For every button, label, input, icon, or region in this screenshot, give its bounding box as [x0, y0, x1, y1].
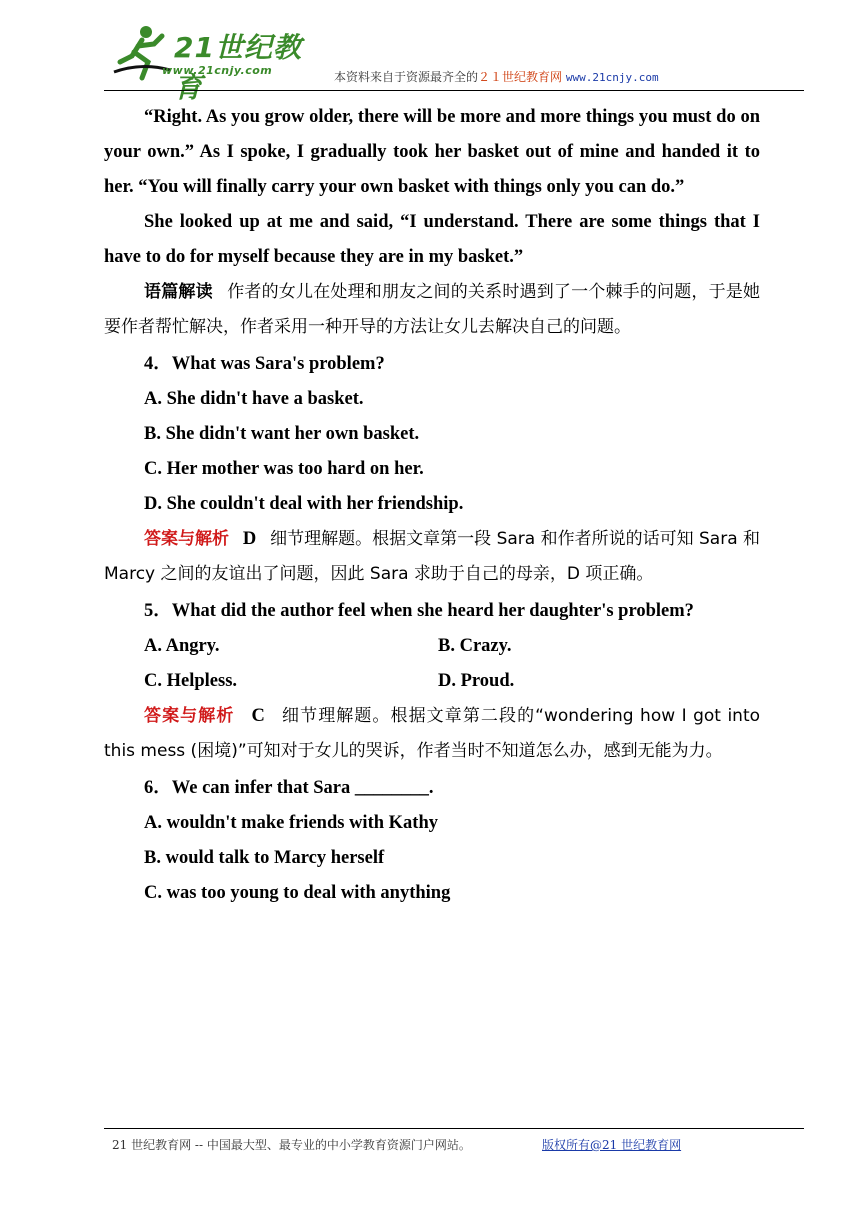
analysis-text: 作者的女儿在处理和朋友之间的关系时遇到了一个棘手的问题，于是她要作者帮忙解决，作者采用一种开导的方法让女儿去解决自己的问题。 [104, 282, 761, 337]
header-note-prefix: 本资料来自于资源最齐全的 [334, 70, 479, 84]
question-4-stem: 4．What was Sara's problem? [144, 354, 385, 374]
document-body [104, 100, 760, 911]
passage-paragraph: “Right. As you grow older, there will be more and more things you must do on your own.” As I spoke, I gradually took her basket out of mine and handed it to her. “You will finally carry your own basket with things only you can do.” [104, 107, 760, 197]
question-5-option-a: A. Angry. [144, 636, 220, 656]
header-divider [104, 90, 804, 91]
answer-letter: C [251, 706, 265, 726]
footer-divider [104, 1128, 804, 1129]
question-4-option-b: B. She didn't want her own basket. [144, 424, 420, 444]
question-5-answer [104, 699, 760, 769]
page-header [0, 0, 860, 104]
question-5-options-row [104, 664, 760, 699]
question-5-option-b: B. Crazy. [438, 636, 512, 656]
answer-label: 答案与解析 [144, 706, 235, 726]
header-note-brand[interactable]: ２１世纪教育网 [478, 70, 563, 84]
question-6-option-a: A. wouldn't make friends with Kathy [144, 813, 438, 833]
answer-explanation: 细节理解题。根据文章第一段 Sara 和作者所说的话可知 Sara 和 Marcy 之间的友谊出了问题，因此 Sara 求助于自己的母亲，D 项正确。 [104, 529, 761, 584]
question-4-answer [104, 522, 760, 592]
answer-label: 答案与解析 [144, 529, 230, 549]
question-6-option-b: B. would talk to Marcy herself [144, 848, 385, 868]
question-4-option-c: C. Her mother was too hard on her. [144, 459, 424, 479]
page-footer [112, 1136, 682, 1153]
question-5-option-c: C. Helpless. [144, 671, 238, 691]
question-6-option-c: C. was too young to deal with anything [144, 883, 451, 903]
site-logo [112, 22, 312, 104]
question-4-option-d: D. She couldn't deal with her friendship. [144, 494, 464, 514]
question-4-option-a: A. She didn't have a basket. [144, 389, 364, 409]
answer-explanation: 细节理解题。根据文章第二段的“wondering how I got into this mess (困境)”可知对于女儿的哭诉，作者当时不知道怎么办，感到无能为力。 [104, 706, 761, 761]
logo-title: 21世纪教育 [174, 31, 302, 104]
question-5-options-row [104, 629, 760, 664]
footer-text: 21 世纪教育网 -- 中国最大型、最专业的中小学教育资源门户网站。 [112, 1138, 471, 1152]
question-5-option-d: D. Proud. [438, 671, 515, 691]
header-note-url[interactable]: www.21cnjy.com [565, 71, 659, 84]
passage-paragraph: She looked up at me and said, “I understand. There are some things that I have to do for myself because they are in my basket.” [104, 212, 760, 267]
question-5-stem: 5．What did the author feel when she heard her daughter's problem? [144, 601, 694, 621]
analysis-label: 语篇解读 [144, 282, 213, 302]
answer-letter: D [242, 529, 257, 549]
question-6-stem: 6．We can infer that Sara ________. [144, 778, 434, 798]
header-note [334, 68, 659, 85]
footer-copyright-link[interactable]: 版权所有@21 世纪教育网 [542, 1138, 682, 1152]
analysis-block [104, 275, 760, 345]
logo-url: www.21cnjy.com [162, 64, 273, 77]
